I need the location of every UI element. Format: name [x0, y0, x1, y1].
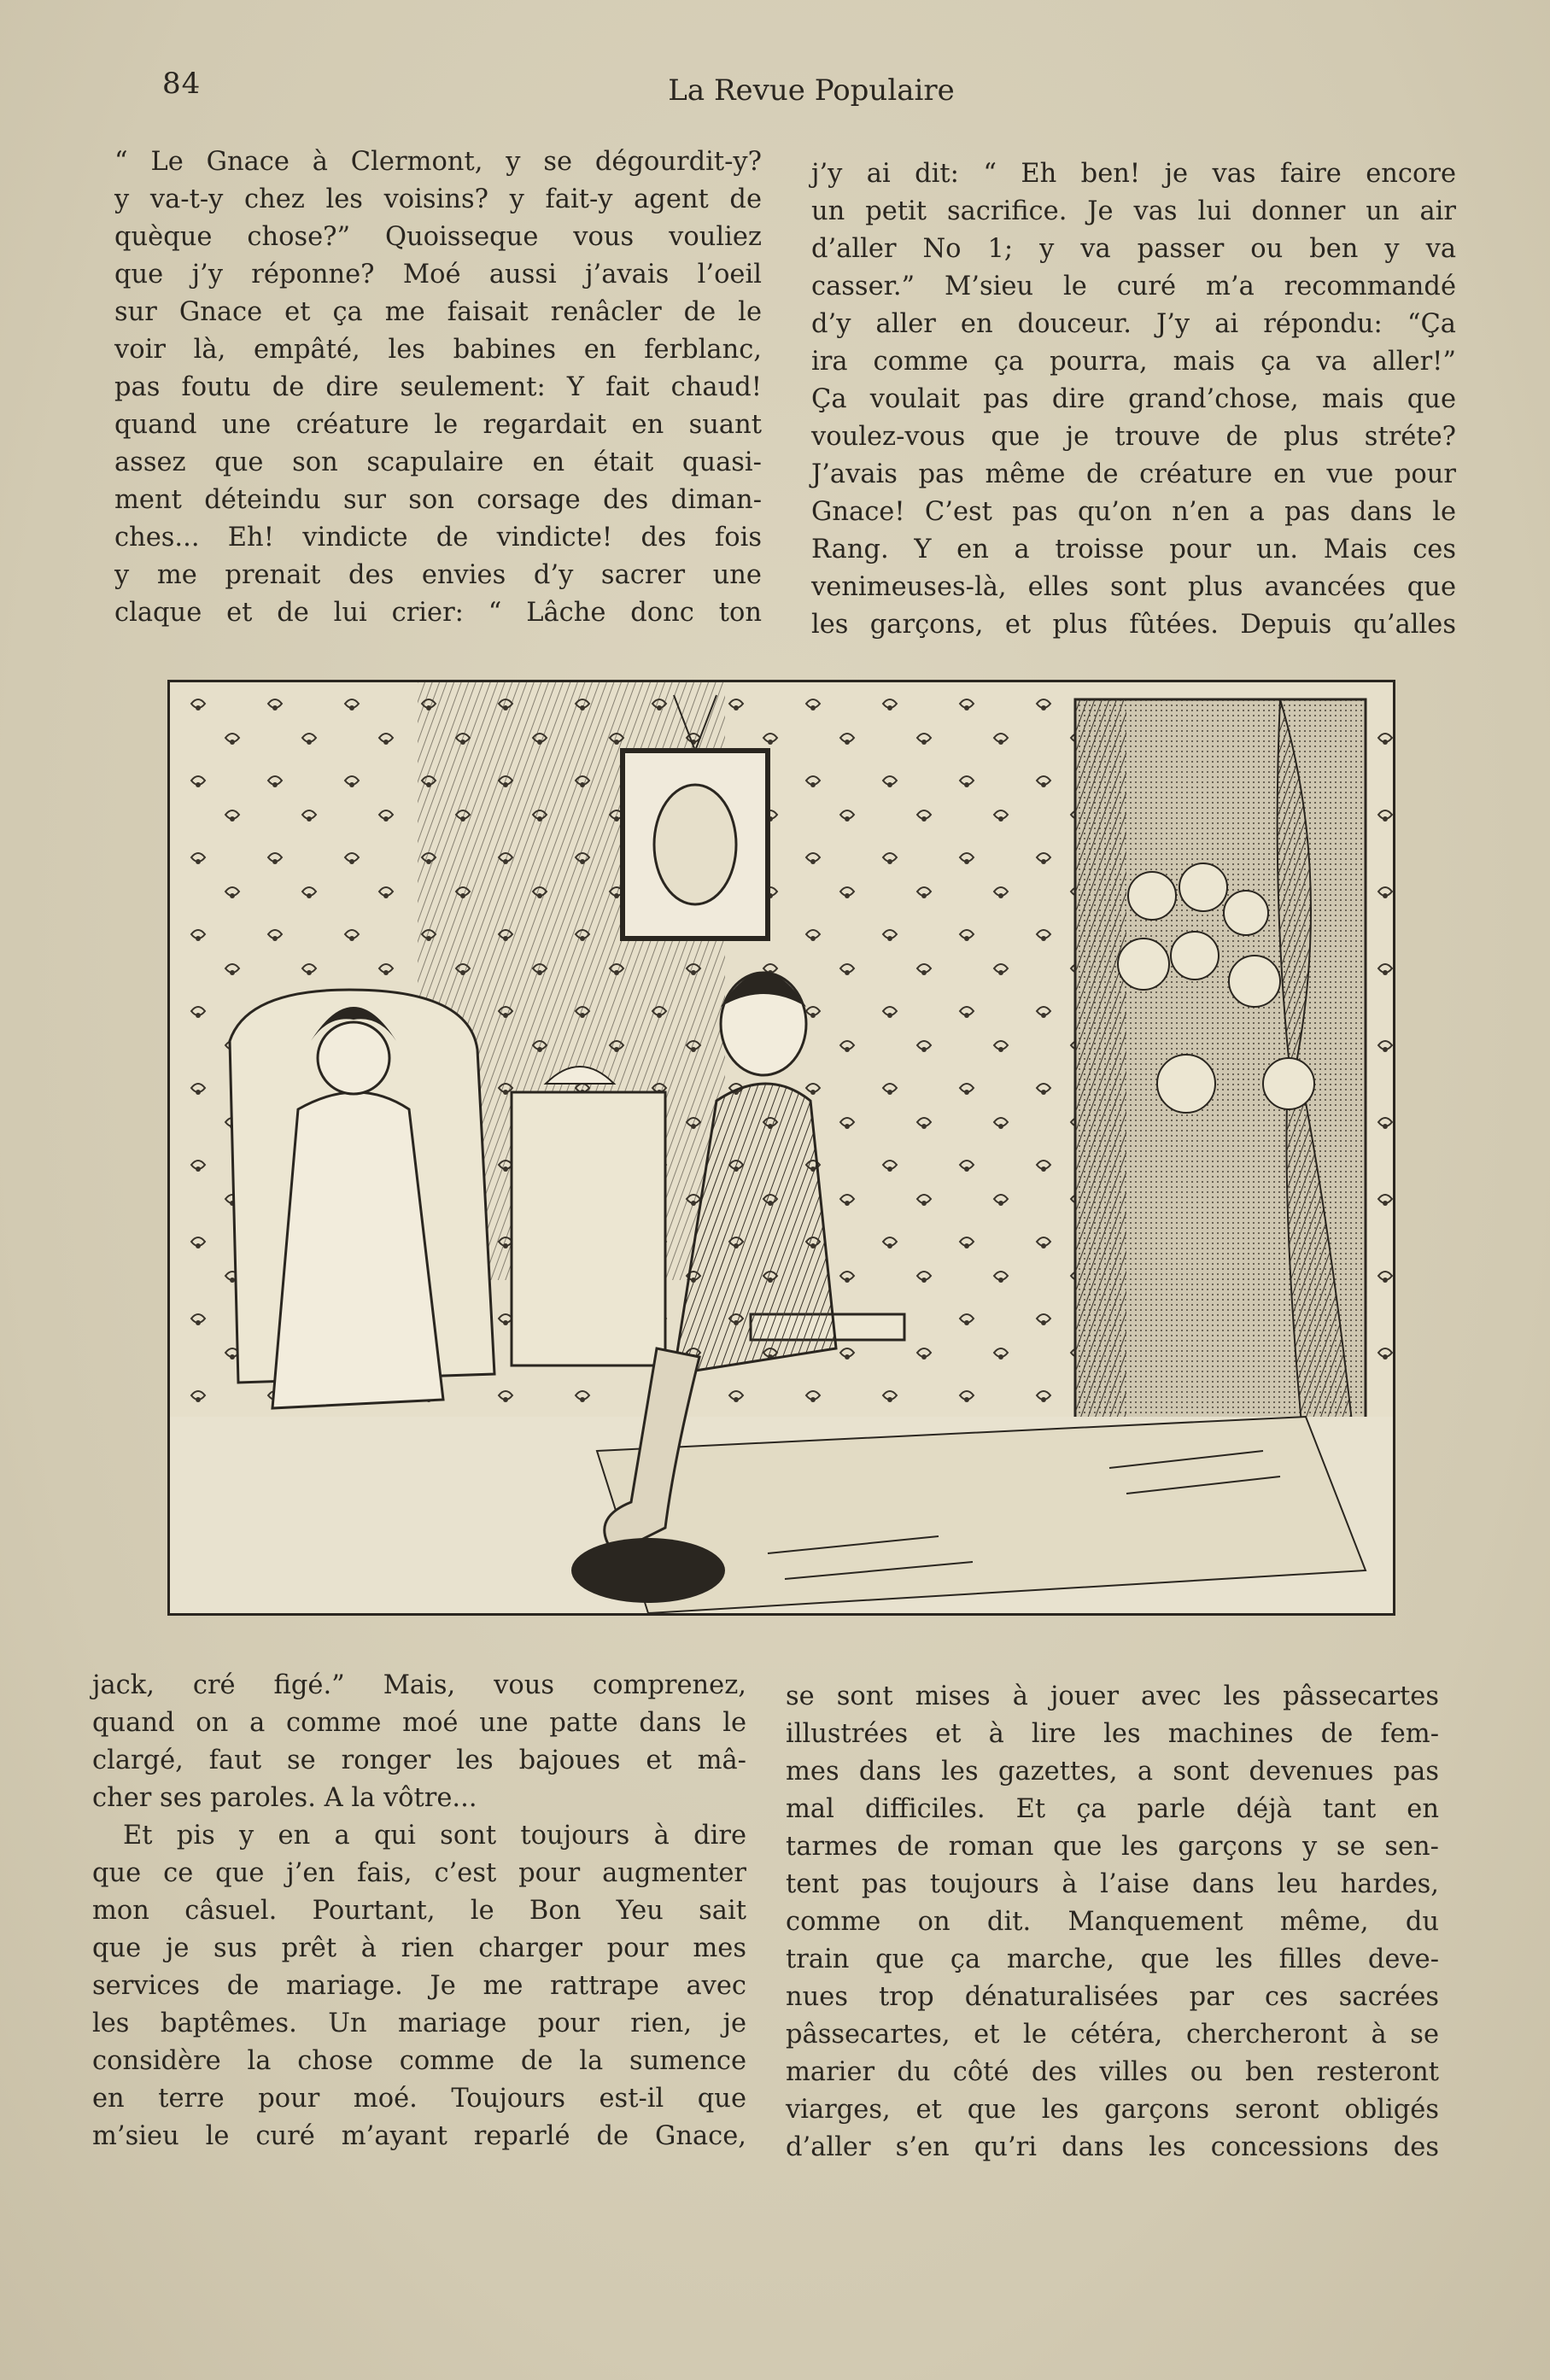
text-line: en terre pour moé. Toujours est-il que	[92, 2084, 746, 2114]
text-line: nues trop dénaturalisées par ces sacrées	[786, 1982, 1439, 2012]
column-top-right	[811, 155, 1456, 644]
text-line: d’y aller en douceur. J’y ai répondu: “Ça	[811, 309, 1456, 339]
text-line: clargé, faut se ronger les bajoues et mâ-	[92, 1746, 746, 1775]
woman-head	[318, 1022, 389, 1094]
text-line: J’avais pas même de créature en vue pour	[811, 459, 1456, 489]
text-line: m’sieu le curé m’ayant reparlé de Gnace,	[92, 2121, 746, 2151]
text-line: tent pas toujours à l’aise dans leu hardes,	[786, 1869, 1439, 1899]
text-line: y me prenait des envies d’y sacrer une	[114, 560, 762, 590]
door-frame	[1075, 699, 1126, 1451]
portrait-face	[654, 785, 736, 904]
man-shoes	[571, 1538, 725, 1603]
text-line: voulez-vous que je trouve de plus stréte?	[811, 422, 1456, 452]
text-line: un petit sacrifice. Je vas lui donner un air	[811, 196, 1456, 226]
text-line: que j’y réponne? Moé aussi j’avais l’oeil	[114, 260, 762, 289]
text-line: mon câsuel. Pourtant, le Bon Yeu sait	[92, 1896, 746, 1926]
text-line: j’y ai dit: “ Eh ben! je vas faire encore	[811, 159, 1456, 189]
running-title: La Revue Populaire	[668, 73, 955, 108]
text-line: tarmes de roman que les garçons y se sen-	[786, 1832, 1439, 1862]
text-line: marier du côté des villes ou ben resteront	[786, 2057, 1439, 2087]
text-line: y va-t-y chez les voisins? y fait-y agent de	[114, 184, 762, 214]
text-line: train que ça marche, que les filles deve-	[786, 1944, 1439, 1974]
text-line: d’aller No 1; y va passer ou ben y va	[811, 234, 1456, 264]
page-number: 84	[162, 67, 202, 101]
text-line: sur Gnace et ça me faisait renâcler de le	[114, 297, 762, 327]
text-line: voir là, empâté, les babines en ferblanc,	[114, 335, 762, 365]
text-line: “ Le Gnace à Clermont, y se dégourdit-y?	[114, 147, 762, 177]
text-line: d’aller s’en qu’ri dans les concessions des	[786, 2132, 1439, 2162]
text-line: mes dans les gazettes, a sont devenues pas	[786, 1757, 1439, 1786]
text-line: que je sus prêt à rien charger pour mes	[92, 1933, 746, 1963]
text-line: ment déteindu sur son corsage des diman-	[114, 485, 762, 515]
text-line: assez que son scapulaire en était quasi-	[114, 447, 762, 477]
text-line: casser.” M’sieu le curé m’a recommandé	[811, 272, 1456, 301]
text-line: cher ses paroles. A la vôtre...	[92, 1783, 477, 1813]
text-line: se sont mises à jouer avec les pâssecartes	[786, 1681, 1439, 1711]
text-line: claque et de lui crier: “ Lâche donc ton	[114, 598, 762, 628]
text-line: jack, cré figé.” Mais, vous comprenez,	[92, 1670, 746, 1700]
text-line: quand une créature le regardait en suant	[114, 410, 762, 440]
text-line: quand on a comme moé une patte dans le	[92, 1708, 746, 1738]
text-line: mal difficiles. Et ça parle déjà tant en	[786, 1794, 1439, 1824]
text-line: Ça voulait pas dire grand’chose, mais que	[811, 384, 1456, 414]
text-line: les garçons, et plus fûtées. Depuis qu’alles	[811, 610, 1456, 640]
illustration	[167, 680, 1395, 1616]
text-line: venimeuses-là, elles sont plus avancées que	[811, 572, 1456, 602]
text-line: comme on dit. Manquement même, du	[786, 1907, 1439, 1937]
column-bottom-left	[92, 1667, 746, 2155]
text-line: que ce que j’en fais, c’est pour augmenter	[92, 1858, 746, 1888]
text-line: pas foutu de dire seulement: Y fait chaud!	[114, 372, 762, 402]
text-line: pâssecartes, et le cétéra, chercheront à se	[786, 2020, 1439, 2050]
parlor-scene-illustration	[170, 682, 1393, 1613]
text-line: considère la chose comme de la sumence	[92, 2046, 746, 2076]
text-line: les baptêmes. Un mariage pour rien, je	[92, 2009, 746, 2038]
text-line: Et pis y en a qui sont toujours à dire	[123, 1821, 746, 1851]
text-line: illustrées et à lire les machines de fem-	[786, 1719, 1439, 1749]
text-line: Gnace! C’est pas qu’on n’en a pas dans le	[811, 497, 1456, 527]
text-line: services de mariage. Je me rattrape avec	[92, 1971, 746, 2001]
text-line: viarges, et que les garçons seront obligés	[786, 2095, 1439, 2125]
column-top-left	[114, 143, 762, 632]
text-line: quèque chose?” Quoisseque vous vouliez	[114, 222, 762, 252]
text-line: Rang. Y en a troisse pour un. Mais ces	[811, 535, 1456, 564]
column-bottom-right	[786, 1678, 1439, 2167]
text-line: ira comme ça pourra, mais ça va aller!”	[811, 347, 1456, 377]
text-line: ches... Eh! vindicte de vindicte! des fois	[114, 523, 762, 553]
side-cabinet	[512, 1092, 665, 1365]
